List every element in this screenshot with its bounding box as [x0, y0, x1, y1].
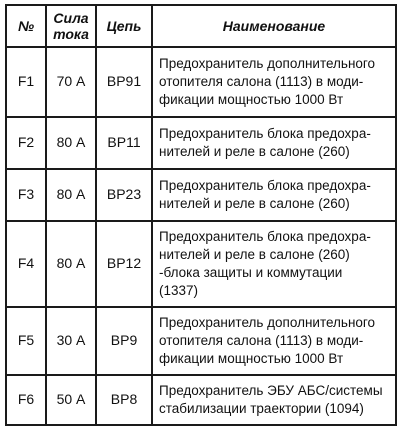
- name-line: Предохранитель дополнительного: [159, 56, 376, 71]
- header-current-line-2: тока: [53, 26, 89, 42]
- cell-name: [152, 117, 396, 169]
- name-line: фикации мощностью 1000 Вт: [159, 92, 344, 107]
- table-row: [6, 47, 396, 117]
- cell-current: 80 А: [46, 117, 96, 169]
- cell-current: 80 А: [46, 169, 96, 221]
- cell-name: [152, 307, 396, 375]
- cell-number: F1: [6, 47, 46, 117]
- name-line: нителей и реле в салоне (260): [159, 196, 350, 211]
- cell-current: 80 А: [46, 221, 96, 307]
- name-line: отопителя салона (1113) в моди-: [159, 74, 364, 89]
- table-row: [6, 117, 396, 169]
- cell-circuit: ВР9: [96, 307, 152, 375]
- cell-circuit: ВР11: [96, 117, 152, 169]
- name-line: стабилизации траектории (1094): [159, 401, 364, 416]
- cell-current: 70 А: [46, 47, 96, 117]
- table-row: [6, 307, 396, 375]
- name-line: -блока защиты и коммутации: [159, 265, 343, 280]
- header-current: [46, 5, 96, 47]
- name-line: Предохранитель блока предохра-: [159, 126, 371, 141]
- cell-circuit: ВР12: [96, 221, 152, 307]
- table-row: [6, 169, 396, 221]
- header-current-line-1: Сила: [53, 9, 89, 26]
- header-name: Наименование: [152, 5, 396, 47]
- cell-number: F4: [6, 221, 46, 307]
- cell-number: F6: [6, 375, 46, 425]
- name-line: Предохранитель ЭБУ АБС/системы: [159, 383, 383, 398]
- cell-circuit: ВР91: [96, 47, 152, 117]
- name-line: Предохранитель блока предохра-: [159, 229, 371, 244]
- header-number: №: [6, 5, 46, 47]
- name-line: Предохранитель дополнительного: [159, 315, 376, 330]
- fuse-table: [5, 4, 397, 426]
- name-line: отопителя салона (1113) в моди-: [159, 333, 364, 348]
- cell-current: 50 А: [46, 375, 96, 425]
- cell-number: F3: [6, 169, 46, 221]
- table-header-row: [6, 5, 396, 47]
- cell-name: [152, 221, 396, 307]
- table-row: [6, 375, 396, 425]
- name-line: фикации мощностью 1000 Вт: [159, 351, 344, 366]
- cell-number: F2: [6, 117, 46, 169]
- cell-circuit: ВР8: [96, 375, 152, 425]
- cell-name: [152, 375, 396, 425]
- name-line: нителей и реле в салоне (260): [159, 247, 350, 262]
- cell-current: 30 А: [46, 307, 96, 375]
- cell-number: F5: [6, 307, 46, 375]
- name-line: нителей и реле в салоне (260): [159, 144, 350, 159]
- cell-circuit: ВР23: [96, 169, 152, 221]
- cell-name: [152, 169, 396, 221]
- cell-name: [152, 47, 396, 117]
- table-row: [6, 221, 396, 307]
- name-line: Предохранитель блока предохра-: [159, 178, 371, 193]
- header-circuit: Цепь: [96, 5, 152, 47]
- name-line: (1337): [159, 283, 199, 298]
